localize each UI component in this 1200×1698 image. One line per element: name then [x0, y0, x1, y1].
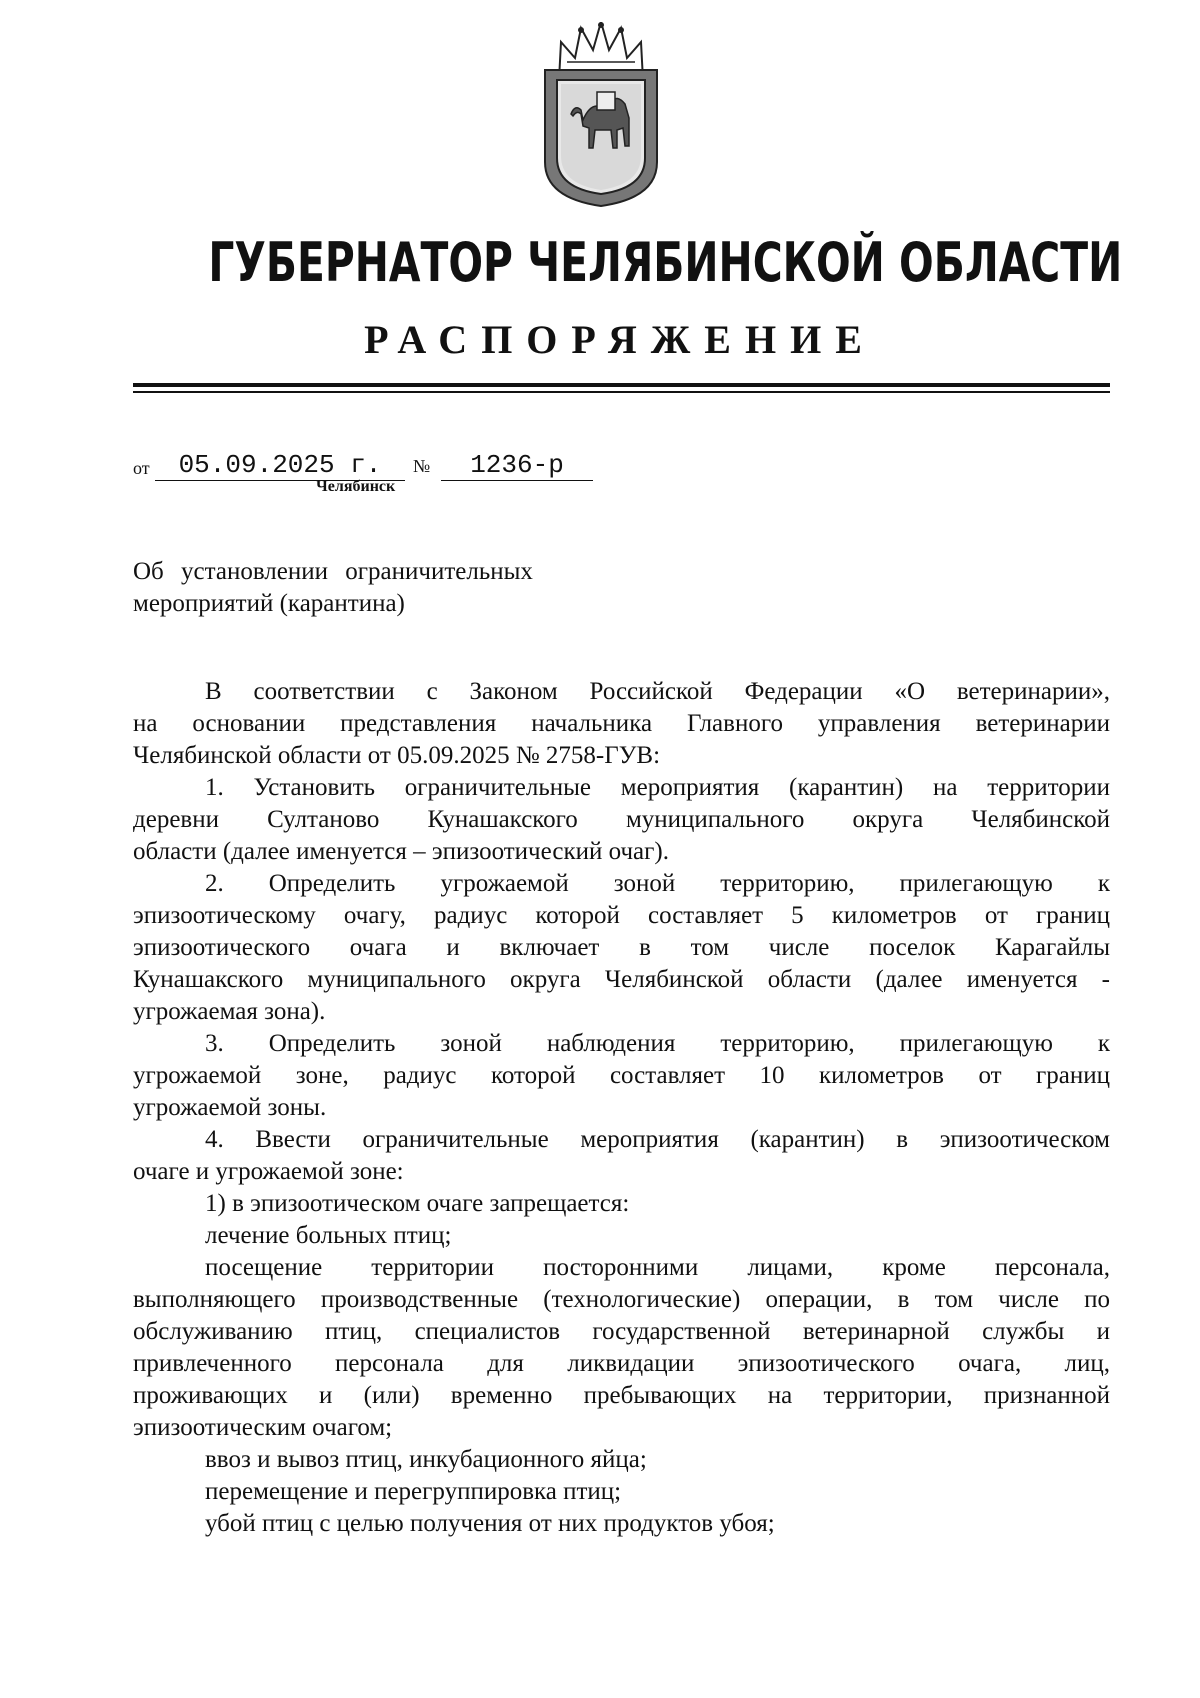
body-line: посещение территории посторонними лицами, кроме персонала, [205, 1254, 1110, 1281]
body-line: эпизоотического очага и включает в том числе поселок Карагайлы [133, 934, 1110, 961]
issue-city: Челябинск [316, 478, 396, 495]
header-rule-thin [133, 391, 1110, 393]
body-line: 2. Определить угрожаемой зоной территорию, прилегающую к [205, 870, 1110, 897]
body-line: эпизоотическим очагом; [133, 1414, 393, 1441]
body-line: области (далее именуется – эпизоотический очаг). [133, 838, 669, 865]
body-line: убой птиц с целью получения от них продуктов убоя; [205, 1510, 775, 1537]
body-line: лечение больных птиц; [205, 1222, 452, 1249]
body-line: угрожаемой зоне, радиус которой составляет 10 километров от границ [133, 1062, 1110, 1089]
coat-of-arms-icon [537, 22, 665, 208]
document-date: 05.09.2025 г. [155, 450, 405, 481]
body-line: эпизоотическому очагу, радиус которой составляет 5 километров от границ [133, 902, 1110, 929]
body-line: угрожаемая зона). [133, 998, 326, 1025]
body-line: В соответствии с Законом Российской Федерации «О ветеринарии», [205, 678, 1110, 705]
body-line: перемещение и перегруппировка птиц; [205, 1478, 622, 1505]
body-line: 1) в эпизоотическом очаге запрещается: [205, 1190, 630, 1217]
body-line: на основании представления начальника Главного управления ветеринарии [133, 710, 1110, 737]
body-line: выполняющего производственные (технологические) операции, в том числе по [133, 1286, 1110, 1313]
body-line: деревни Султаново Кунашакского муниципального округа Челябинской [133, 806, 1110, 833]
body-line: 1. Установить ограничительные мероприятия (карантин) на территории [205, 774, 1110, 801]
body-line: проживающих и (или) временно пребывающих на территории, признанной [133, 1382, 1110, 1409]
document-body [133, 676, 1110, 1540]
from-label: от [133, 458, 150, 478]
body-line: обслуживанию птиц, специалистов государственной ветеринарной службы и [133, 1318, 1110, 1345]
number-label: № [413, 456, 431, 476]
document-subject [133, 556, 653, 620]
body-line: 3. Определить зоной наблюдения территорию, прилегающую к [205, 1030, 1110, 1057]
body-line: 4. Ввести ограничительные мероприятия (карантин) в эпизоотическом [205, 1126, 1110, 1153]
issuing-authority: ГУБЕРНАТОР ЧЕЛЯБИНСКОЙ ОБЛАСТИ [208, 231, 1123, 294]
body-line: Кунашакского муниципального округа Челябинской области (далее именуется - [133, 966, 1110, 993]
body-line: ввоз и вывоз птиц, инкубационного яйца; [205, 1446, 647, 1473]
body-line: очаге и угрожаемой зоне: [133, 1158, 404, 1185]
body-line: угрожаемой зоны. [133, 1094, 327, 1121]
subject-line: мероприятий (карантина) [133, 590, 405, 617]
subject-line: Об установлении ограничительных [133, 558, 533, 585]
document-number: 1236-р [441, 450, 593, 481]
document-type: РАСПОРЯЖЕНИЕ [364, 317, 876, 362]
body-line: привлеченного персонала для ликвидации эпизоотического очага, лиц, [133, 1350, 1110, 1377]
header-rule-thick [133, 383, 1110, 387]
body-line: Челябинской области от 05.09.2025 № 2758-ГУВ: [133, 742, 661, 769]
